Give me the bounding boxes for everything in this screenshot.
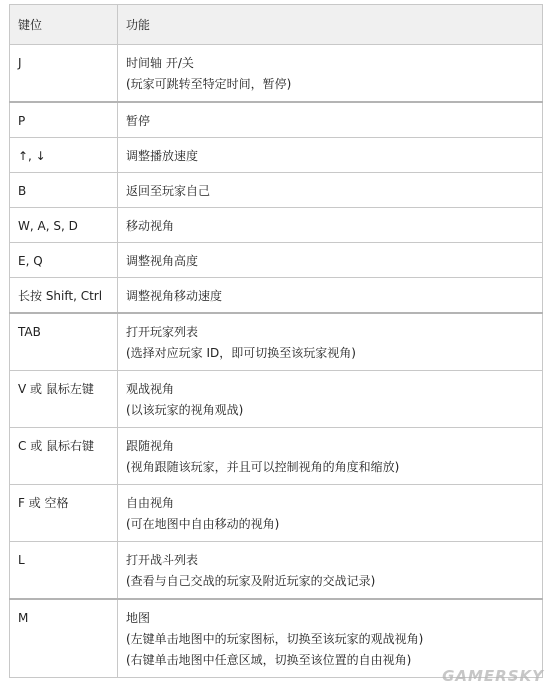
function-line: 观战视角 <box>126 382 175 396</box>
key-cell: M <box>10 599 118 678</box>
table-row <box>10 599 543 678</box>
function-line: 打开玩家列表 <box>126 325 199 339</box>
table-row <box>10 173 543 208</box>
function-cell <box>118 102 543 138</box>
table-row <box>10 102 543 138</box>
table-row <box>10 485 543 542</box>
function-line: 调整视角移动速度 <box>126 289 223 303</box>
function-line: 返回至玩家自己 <box>126 184 211 198</box>
table-row <box>10 542 543 600</box>
keybinding-table <box>9 4 543 678</box>
function-cell <box>118 243 543 278</box>
key-cell: TAB <box>10 313 118 371</box>
watermark-logo: GAMERSKY <box>442 667 544 685</box>
table-row <box>10 45 543 103</box>
function-cell <box>118 313 543 371</box>
function-line: 时间轴 开/关 <box>126 56 194 70</box>
function-line: 跟随视角 <box>126 439 175 453</box>
function-cell <box>118 485 543 542</box>
function-line: (玩家可跳转至特定时间，暂停) <box>126 77 292 91</box>
function-line: 暂停 <box>126 114 151 128</box>
table-header-row <box>10 5 543 45</box>
table-row <box>10 371 543 428</box>
function-line: (左键单击地图中的玩家图标，切换至该玩家的观战视角) <box>126 632 424 646</box>
key-cell: B <box>10 173 118 208</box>
table-row <box>10 428 543 485</box>
key-cell: P <box>10 102 118 138</box>
function-cell <box>118 138 543 173</box>
key-cell: V 或 鼠标左键 <box>10 371 118 428</box>
function-line: 调整播放速度 <box>126 149 199 163</box>
function-cell <box>118 45 543 103</box>
function-line: 调整视角高度 <box>126 254 199 268</box>
function-line: 移动视角 <box>126 219 175 233</box>
function-cell <box>118 542 543 600</box>
function-line: 地图 <box>126 611 151 625</box>
key-cell: J <box>10 45 118 103</box>
key-cell: F 或 空格 <box>10 485 118 542</box>
function-line: 自由视角 <box>126 496 175 510</box>
function-line: (选择对应玩家 ID，即可切换至该玩家视角) <box>126 346 356 360</box>
function-line: (以该玩家的视角观战) <box>126 403 244 417</box>
header-function: 功能 <box>118 5 543 45</box>
key-cell: ↑, ↓ <box>10 138 118 173</box>
function-line: 打开战斗列表 <box>126 553 199 567</box>
key-cell: E, Q <box>10 243 118 278</box>
header-key: 键位 <box>10 5 118 45</box>
function-cell <box>118 599 543 678</box>
table-row <box>10 138 543 173</box>
function-line: (可在地图中自由移动的视角) <box>126 517 280 531</box>
table-row <box>10 208 543 243</box>
function-line: (右键单击地图中任意区域，切换至该位置的自由视角) <box>126 653 412 667</box>
key-cell: W, A, S, D <box>10 208 118 243</box>
function-line: (视角跟随该玩家，并且可以控制视角的角度和缩放) <box>126 460 400 474</box>
key-cell: L <box>10 542 118 600</box>
table-row <box>10 313 543 371</box>
function-cell <box>118 173 543 208</box>
key-cell: C 或 鼠标右键 <box>10 428 118 485</box>
table-row <box>10 278 543 314</box>
function-cell <box>118 208 543 243</box>
function-cell <box>118 371 543 428</box>
table-row <box>10 243 543 278</box>
function-cell <box>118 428 543 485</box>
key-cell: 长按 Shift, Ctrl <box>10 278 118 314</box>
function-line: (查看与自己交战的玩家及附近玩家的交战记录) <box>126 574 376 588</box>
function-cell <box>118 278 543 314</box>
